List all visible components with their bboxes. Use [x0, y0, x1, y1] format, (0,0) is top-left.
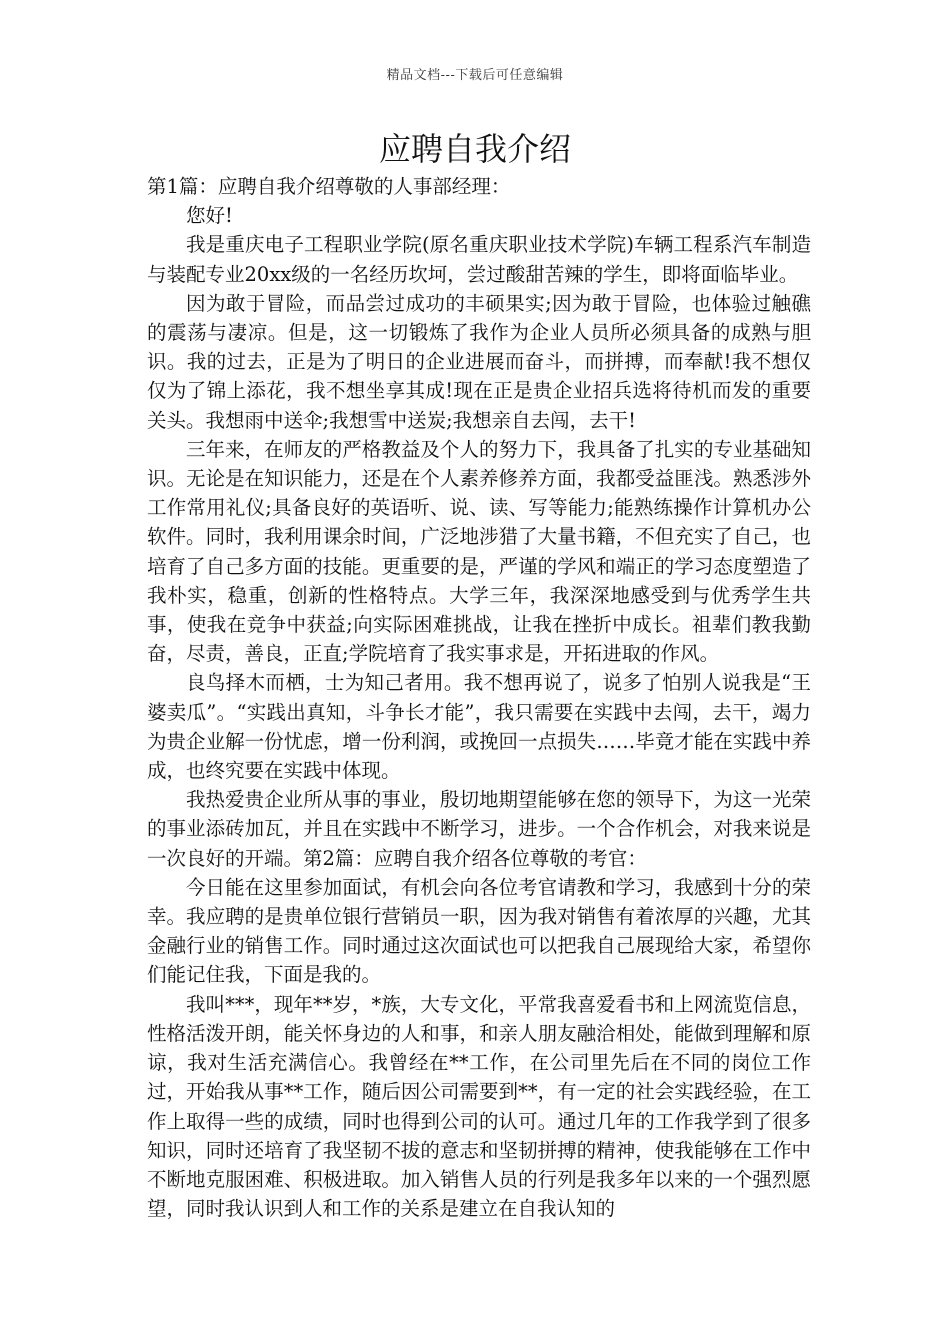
paragraph: 今日能在这里参加面试，有机会向各位考官请教和学习，我感到十分的荣幸。我应聘的是贵单位银行营销员一职，因为我对销售有着浓厚的兴趣，尤其金融行业的销售工作。同时通过这次面试也可以把我自己展现给大家，希望你们能记住我，下面是我的。	[147, 875, 811, 987]
paragraph: 因为敢于冒险，而品尝过成功的丰硕果实;因为敢于冒险，也体验过触礁的震荡与凄凉。但是，这一切锻炼了我作为企业人员所必须具备的成熟与胆识。我的过去，正是为了明日的企业进展而奋斗，而拼搏，而奉献!我不想仅仅为了锦上添花，我不想坐享其成!现在正是贵企业招兵选将待机而发的重要关头。我想雨中送伞;我想雪中送炭;我想亲自去闯，去干!	[147, 291, 811, 432]
document-title: 应聘自我介绍	[378, 130, 571, 168]
paragraph: 第1篇：应聘自我介绍尊敬的人事部经理：	[147, 175, 511, 198]
paragraph: 良鸟择木而栖，士为知己者用。我不想再说了，说多了怕别人说我是“王婆卖瓜”。“实践出真知，斗争长才能”，我只需要在实践中去闯，去干，竭力为贵企业解一份忧虑，增一份利润，或挽回一点损失……毕竟才能在实践中养成，也终究要在实践中体现。	[147, 671, 811, 783]
paragraph: 我热爱贵企业所从事的事业，殷切地期望能够在您的领导下，为这一光荣的事业添砖加瓦，并且在实践中不断学习，进步。一个合作机会，对我来说是一次良好的开端。第2篇：应聘自我介绍各位尊敬的考官：	[147, 788, 811, 870]
paragraph: 三年来，在师友的严格教益及个人的努力下，我具备了扎实的专业基础知识。无论是在知识能力，还是在个人素养修养方面，我都受益匪浅。熟悉涉外工作常用礼仪;具备良好的英语听、说、读、写等能力;能熟练操作计算机办公软件。同时，我利用课余时间，广泛地涉猎了大量书籍，不但充实了自己，也培育了自己多方面的技能。更重要的是，严谨的学风和端正的学习态度塑造了我朴实，稳重，创新的性格特点。大学三年，我深深地感受到与优秀学生共事，使我在竞争中获益;向实际困难挑战，让我在挫折中成长。祖辈们教我勤奋，尽责，善良，正直;学院培育了我实事求是，开拓进取的作风。	[147, 437, 811, 666]
paragraph: 您好!	[186, 204, 233, 228]
document-body	[147, 172, 811, 1223]
paragraph: 我是重庆电子工程职业学院(原名重庆职业技术学院)车辆工程系汽车制造与装配专业20xx级的一名经历坎坷，尝过酸甜苦辣的学生，即将面临毕业。	[147, 233, 811, 286]
paragraph: 我叫***，现年**岁，*族，大专文化，平常我喜爱看书和上网流览信息，性格活泼开朗，能关怀身边的人和事，和亲人朋友融洽相处，能做到理解和原谅，我对生活充满信心。我曾经在**工作，在公司里先后在不同的岗位工作过，开始我从事**工作，随后因公司需要到**，有一定的社会实践经验，在工作上取得一些的成绩，同时也得到公司的认可。通过几年的工作我学到了很多知识，同时还培育了我坚韧不拔的意志和坚韧拼搏的精神，使我能够在工作中不断地克服困难、积极进取。加入销售人员的行列是我多年以来的一个强烈愿望，同时我认识到人和工作的关系是建立在自我认知的	[147, 992, 811, 1221]
page-header: 精品文档---下载后可任意编辑	[386, 68, 564, 83]
